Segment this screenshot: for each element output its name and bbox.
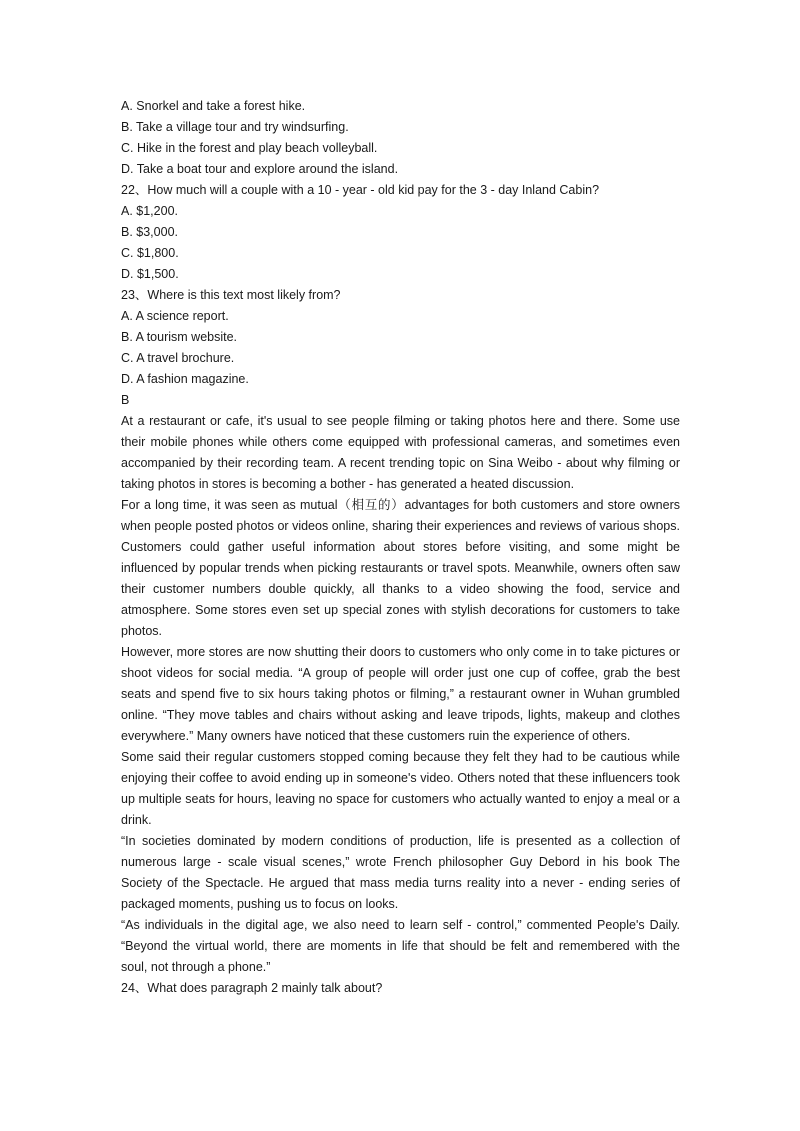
passage-paragraph-2: For a long time, it was seen as mutual（相互的）advantages for both customers and store owners when people posted photos or videos online, sharing their experiences and reviews of various shops. Customers could gather useful information about stores before visiting, and some might be influenced by popular trends when picking restaurants or travel spots. Meanwhile, owners often saw their customer numbers double quickly, all thanks to a video showing the food, service and atmosphere. Some stores even set up special zones with stylish decorations for customers to take photos.	[121, 498, 680, 638]
passage-paragraph-1: At a restaurant or cafe, it's usual to see people filming or taking photos here and there. Some use their mobile phones while others come equipped with professional cameras, and sometimes even accompanied by their recording team. A recent trending topic on Sina Weibo - about why filming or taking photos in stores is becoming a bother - has generated a heated discussion.	[121, 414, 680, 491]
q22-option-c: C. $1,800.	[121, 246, 179, 260]
q23-option-d: D. A fashion magazine.	[121, 372, 249, 386]
passage-paragraph-6: “As individuals in the digital age, we also need to learn self - control,” commented People's Daily. “Beyond the virtual world, there are moments in life that should be felt and remembered with the soul, not through a phone.”	[121, 918, 680, 974]
q22-option-b: B. $3,000.	[121, 225, 178, 239]
q22-question: 22、How much will a couple with a 10 - year - old kid pay for the 3 - day Inland Cabin?	[121, 183, 600, 197]
q22-option-d: D. $1,500.	[121, 267, 179, 281]
q21-option-b: B. Take a village tour and try windsurfing.	[121, 120, 349, 134]
q24-question: 24、What does paragraph 2 mainly talk about?	[121, 981, 383, 995]
passage-paragraph-3: However, more stores are now shutting their doors to customers who only come in to take pictures or shoot videos for social media. “A group of people will order just one cup of coffee, grab the best seats and spend five to six hours taking photos or filming,” a restaurant owner in Wuhan grumbled online. “They move tables and chairs without asking and leave tripods, lights, makeup and clothes everywhere.” Many owners have noticed that these customers ruin the experience of others.	[121, 645, 680, 743]
q23-option-c: C. A travel brochure.	[121, 351, 235, 365]
q21-option-d: D. Take a boat tour and explore around the island.	[121, 162, 399, 176]
q23-question: 23、Where is this text most likely from?	[121, 288, 341, 302]
passage-paragraph-5: “In societies dominated by modern conditions of production, life is presented as a collection of numerous large - scale visual scenes,” wrote French philosopher Guy Debord in his book The Society of the Spectacle. He argued that mass media turns reality into a never - ending series of packaged moments, pushing us to focus on looks.	[121, 834, 680, 911]
section-label: B	[121, 393, 130, 407]
q21-option-c: C. Hike in the forest and play beach volleyball.	[121, 141, 378, 155]
q23-option-a: A. A science report.	[121, 309, 229, 323]
document-page	[121, 96, 680, 999]
q23-option-b: B. A tourism website.	[121, 330, 238, 344]
q22-option-a: A. $1,200.	[121, 204, 178, 218]
q21-option-a: A. Snorkel and take a forest hike.	[121, 99, 306, 113]
passage-paragraph-4: Some said their regular customers stopped coming because they felt they had to be cautious while enjoying their coffee to avoid ending up in someone's video. Others noted that these influencers took up multiple seats for hours, leaving no space for customers who actually wanted to enjoy a meal or a drink.	[121, 750, 680, 827]
